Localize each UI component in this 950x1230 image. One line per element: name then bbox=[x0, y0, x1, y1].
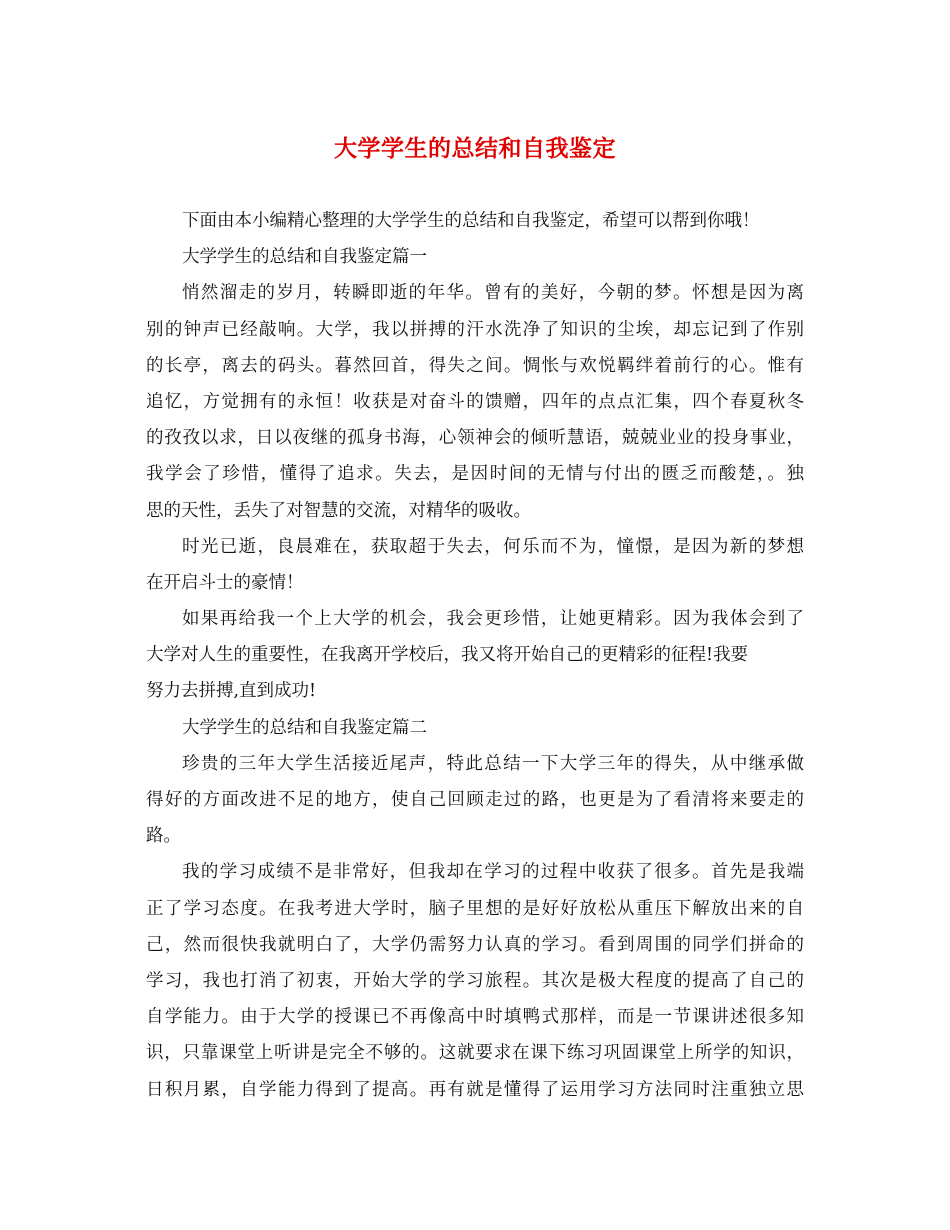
body-line: 识，只靠课堂上听讲是完全不够的。这就要求在课下练习巩固课堂上所学的知识， bbox=[146, 1043, 804, 1064]
body-line: 得好的方面改进不足的地方，使自己回顾走过的路，也更是为了看清将来要走的 bbox=[146, 790, 804, 810]
body-line: 大学对人生的重要性，在我离开学校后，我又将开始自己的更精彩的征程!我要 bbox=[146, 645, 749, 666]
body-line: 追忆，方觉拥有的永恒！收获是对奋斗的馈赠，四年的点点汇集，四个春夏秋冬 bbox=[146, 391, 804, 412]
body-line: 思的天性，丢失了对智慧的交流，对精华的吸收。 bbox=[146, 500, 531, 521]
body-line: 时光已逝，良晨难在，获取超于失去，何乐而不为，憧憬，是因为新的梦想 bbox=[182, 536, 804, 557]
document-body bbox=[146, 203, 804, 1108]
body-line: 日积月累，自学能力得到了提高。再有就是懂得了运用学习方法同时注重独立思 bbox=[146, 1079, 804, 1100]
body-line: 我的学习成绩不是非常好，但我却在学习的过程中收获了很多。首先是我端 bbox=[182, 862, 804, 883]
body-line: 下面由本小编精心整理的大学学生的总结和自我鉴定，希望可以帮到你哦！ bbox=[182, 211, 760, 231]
body-line: 大学学生的总结和自我鉴定篇一 bbox=[182, 247, 427, 268]
body-line: 努力去拼搏,直到成功! bbox=[146, 681, 317, 702]
body-line: 悄然溜走的岁月，转瞬即逝的年华。曾有的美好，今朝的梦。怀想是因为离 bbox=[182, 283, 804, 304]
body-line: 的长亭，离去的码头。暮然回首，得失之间。惆怅与欢悦羁绊着前行的心。惟有 bbox=[146, 355, 804, 376]
body-line: 路。 bbox=[146, 826, 181, 847]
body-line: 大学学生的总结和自我鉴定篇二 bbox=[182, 717, 427, 738]
body-line: 珍贵的三年大学生活接近尾声，特此总结一下大学三年的得失，从中继承做 bbox=[182, 753, 804, 774]
body-line: 如果再给我一个上大学的机会，我会更珍惜，让她更精彩。因为我体会到了 bbox=[182, 609, 804, 630]
body-line: 自学能力。由于大学的授课已不再像高中时填鸭式那样，而是一节课讲述很多知 bbox=[146, 1007, 804, 1028]
body-line: 学习，我也打消了初衷，开始大学的学习旅程。其次是极大程度的提高了自己的 bbox=[146, 970, 804, 991]
body-line: 别的钟声已经敲响。大学，我以拼搏的汗水洗净了知识的尘埃，却忘记到了作别 bbox=[146, 319, 804, 340]
body-line: 正了学习态度。在我考进大学时，脑子里想的是好好放松从重压下解放出来的自 bbox=[146, 898, 804, 919]
document-title: 大学学生的总结和自我鉴定 bbox=[334, 135, 616, 162]
body-line: 的孜孜以求，日以夜继的孤身书海，心领神会的倾听慧语，兢兢业业的投身事业， bbox=[146, 428, 804, 449]
body-line: 在开启斗士的豪情！ bbox=[146, 572, 304, 593]
body-line: 己，然而很快我就明白了，大学仍需努力认真的学习。看到周围的同学们拼命的 bbox=[146, 934, 804, 955]
body-line: 我学会了珍惜，懂得了追求。失去，是因时间的无情与付出的匮乏而酸楚，。独 bbox=[146, 464, 804, 485]
